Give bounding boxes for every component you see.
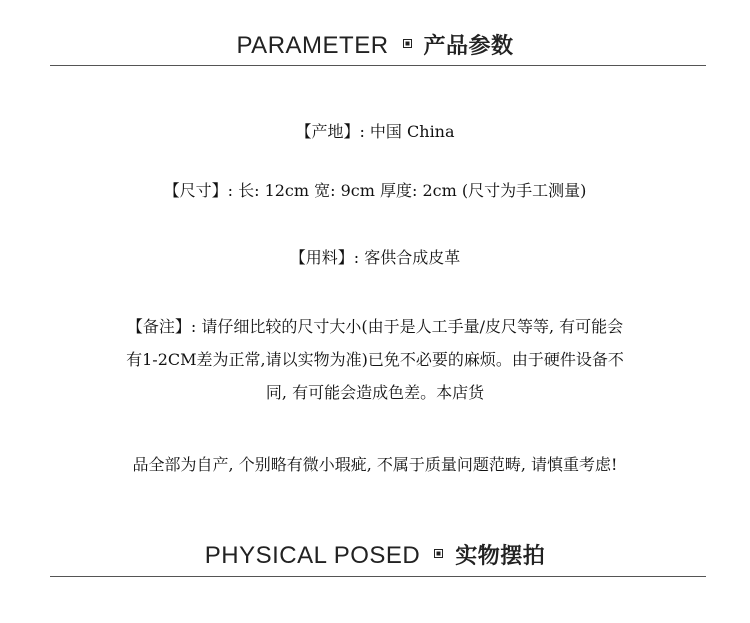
note-line: 有1-2CM差为正常,请以实物为准)已免不必要的麻烦。由于硬件设备不 [126,350,624,369]
section-title-en: PHYSICAL POSED [204,542,421,569]
divider-line [50,65,706,66]
section-title-cn: 产品参数 [423,34,514,59]
note-line: 同, 有可能会造成色差。本店货 [265,383,485,402]
param-disclaimer: 品全部为自产, 个别略有微小瑕疵, 不属于质量问题范畴, 请慎重考虑! [132,455,618,474]
section-title-cn: 实物摆拍 [455,544,546,569]
square-bullet-icon [434,549,443,558]
section-title-en: PARAMETER [236,32,389,59]
param-material: 【用料】: 客供合成皮革 [289,248,461,267]
param-size: 【尺寸】: 长: 12cm 宽: 9cm 厚度: 2cm (尺寸为手工测量) [163,181,587,200]
section-header-physical-posed [0,539,750,570]
section-header-parameter [0,29,750,60]
square-bullet-icon [403,39,412,48]
param-note [0,310,750,409]
note-line: 【备注】: 请仔细比较的尺寸大小(由于是人工手量/皮尺等等, 有可能会 [126,317,624,336]
divider-line [50,576,706,577]
param-origin: 【产地】: 中国 China [295,122,455,141]
